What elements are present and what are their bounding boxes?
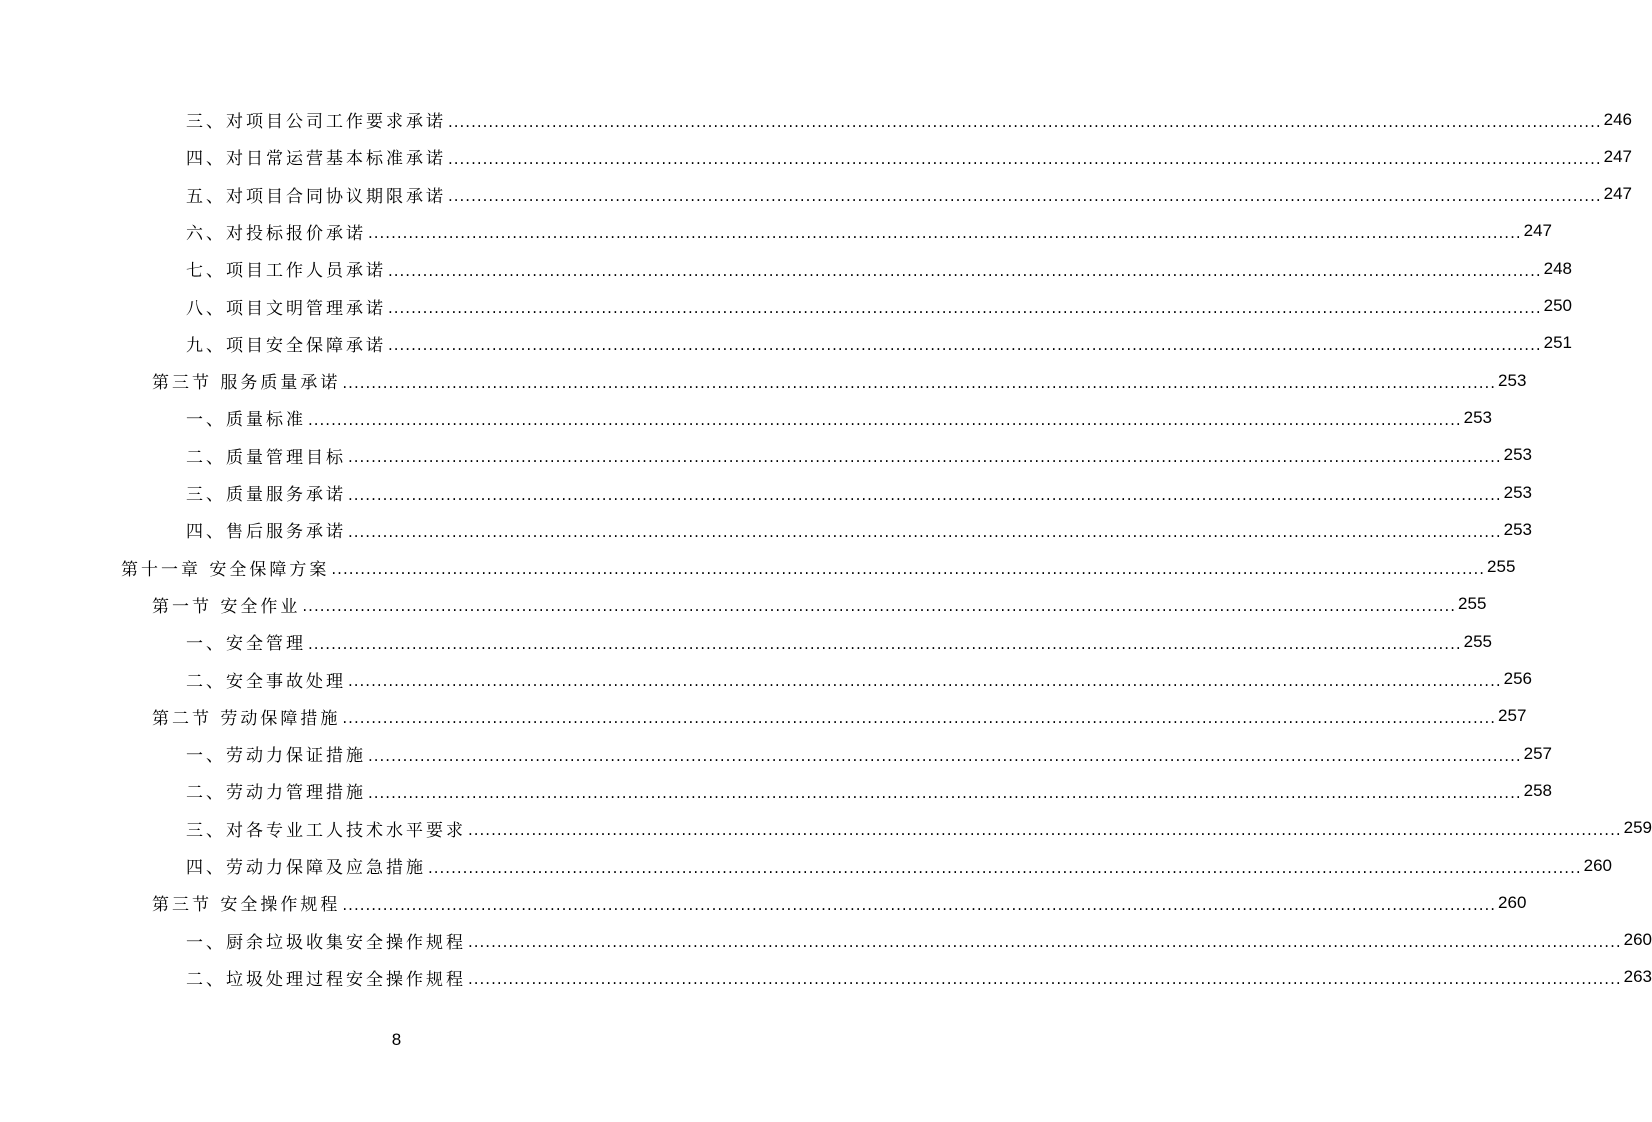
toc-leader-dots: ........................................................................................................................................................................................................ — [331, 560, 1486, 579]
toc-entry[interactable] — [186, 474, 1532, 511]
toc-entry-page: 257 — [1523, 743, 1552, 763]
toc-entry-page: 255 — [1458, 594, 1487, 614]
toc-entry-page: 260 — [1583, 855, 1612, 875]
toc-entry-page: 258 — [1523, 780, 1552, 800]
toc-entry[interactable] — [186, 511, 1532, 548]
toc-entry[interactable] — [152, 586, 1487, 623]
toc-entry-label: 一、厨余垃圾收集安全操作规程 — [186, 932, 466, 953]
toc-entry[interactable] — [186, 623, 1492, 660]
toc-entry[interactable] — [186, 325, 1572, 362]
toc-entry-page: 255 — [1463, 631, 1492, 651]
toc-entry-label: 第十一章 安全保障方案 — [121, 559, 330, 580]
toc-leader-dots: ........................................................................................................................................................................................................ — [342, 709, 1497, 728]
toc-entry-page: 253 — [1503, 482, 1532, 502]
toc-entry-page: 263 — [1623, 967, 1652, 987]
toc-entry-label: 二、垃圾处理过程安全操作规程 — [186, 969, 466, 990]
toc-leader-dots: ........................................................................................................................................................................................................ — [448, 112, 1602, 131]
toc-entry-label: 四、劳动力保障及应急措施 — [186, 858, 426, 878]
toc-entry[interactable] — [186, 288, 1572, 325]
toc-leader-dots: ........................................................................................................................................................................................................ — [388, 336, 1542, 355]
toc-leader-dots: ........................................................................................................................................................................................................ — [388, 299, 1542, 317]
toc-entry-label: 一、劳动力保证措施 — [186, 746, 366, 767]
toc-entry[interactable] — [186, 847, 1612, 884]
toc-entry[interactable] — [186, 735, 1552, 772]
toc-entry[interactable] — [186, 138, 1632, 175]
toc-entry-label: 三、对各专业工人技术水平要求 — [186, 820, 466, 841]
toc-entry[interactable] — [186, 399, 1492, 436]
toc-leader-dots: ........................................................................................................................................................................................................ — [368, 224, 1522, 243]
toc-leader-dots: ........................................................................................................................................................................................................ — [428, 858, 1582, 877]
toc-entry[interactable] — [121, 549, 1516, 586]
toc-entry[interactable] — [186, 661, 1532, 698]
toc-entry-page: 253 — [1503, 445, 1532, 465]
toc-leader-dots: ........................................................................................................................................................................................................ — [468, 821, 1622, 840]
toc-entry-label: 第三节 服务质量承诺 — [152, 373, 341, 394]
toc-entry-page: 255 — [1487, 557, 1516, 577]
toc-leader-dots: ........................................................................................................................................................................................................ — [448, 187, 1602, 206]
toc-entry-label: 八、项目文明管理承诺 — [186, 298, 386, 319]
toc-entry[interactable] — [152, 362, 1527, 399]
toc-leader-dots: ........................................................................................................................................................................................................ — [448, 149, 1602, 168]
page-number: 8 — [391, 1030, 402, 1049]
toc-leader-dots: ........................................................................................................................................................................................................ — [348, 672, 1502, 690]
toc-entry-page: 247 — [1603, 184, 1632, 204]
toc-leader-dots: ........................................................................................................................................................................................................ — [342, 373, 1497, 392]
toc-entry[interactable] — [152, 884, 1527, 921]
toc-entry[interactable] — [186, 213, 1552, 250]
toc-entry[interactable] — [186, 810, 1652, 847]
toc-leader-dots: ........................................................................................................................................................................................................ — [308, 410, 1462, 429]
toc-entry-label: 九、项目安全保障承诺 — [186, 335, 386, 356]
toc-entry-label: 五、对项目合同协议期限承诺 — [186, 186, 446, 207]
toc-entry-page: 259 — [1623, 818, 1652, 838]
toc-leader-dots: ........................................................................................................................................................................................................ — [368, 783, 1522, 802]
toc-entry-label: 第一节 安全作业 — [152, 596, 301, 617]
toc-entry-page: 246 — [1603, 109, 1632, 129]
toc-entry[interactable] — [186, 437, 1532, 474]
toc-entry-page: 250 — [1543, 296, 1572, 315]
toc-entry-page: 253 — [1463, 407, 1492, 427]
toc-entry-page: 260 — [1498, 892, 1527, 912]
toc-entry-label: 三、对项目公司工作要求承诺 — [186, 112, 446, 132]
toc-entry-page: 253 — [1503, 519, 1532, 539]
toc-leader-dots: ........................................................................................................................................................................................................ — [348, 485, 1502, 504]
toc-leader-dots: ........................................................................................................................................................................................................ — [348, 448, 1502, 467]
toc-leader-dots: ........................................................................................................................................................................................................ — [302, 597, 1457, 616]
toc-entry[interactable] — [152, 698, 1527, 735]
toc-entry-page: 247 — [1603, 146, 1632, 166]
toc-entry[interactable] — [186, 101, 1632, 138]
toc-entry-page: 253 — [1498, 370, 1527, 390]
toc-entry-label: 四、售后服务承诺 — [186, 522, 346, 543]
toc-entry-label: 一、安全管理 — [186, 634, 306, 655]
toc-entry-page: 257 — [1498, 706, 1527, 726]
toc-entry-page: 256 — [1503, 669, 1532, 688]
toc-leader-dots: ........................................................................................................................................................................................................ — [468, 933, 1622, 952]
toc-leader-dots: ........................................................................................................................................................................................................ — [308, 634, 1462, 653]
toc-entry-label: 第二节 劳动保障措施 — [152, 708, 341, 729]
toc-entry[interactable] — [186, 772, 1552, 809]
toc-entry[interactable] — [186, 959, 1652, 996]
toc-leader-dots: ........................................................................................................................................................................................................ — [348, 522, 1502, 541]
toc-entry-page: 248 — [1543, 258, 1572, 278]
toc-entry-label: 二、劳动力管理措施 — [186, 783, 366, 804]
toc-entry-page: 247 — [1523, 221, 1552, 241]
toc-entry-label: 六、对投标报价承诺 — [186, 223, 366, 244]
toc-entry-page: 251 — [1543, 333, 1572, 353]
toc-entry[interactable] — [186, 176, 1632, 213]
toc-entry-label: 二、质量管理目标 — [186, 447, 346, 468]
toc-leader-dots: ........................................................................................................................................................................................................ — [388, 261, 1542, 280]
toc-entry-page: 260 — [1623, 930, 1652, 950]
toc-entry-label: 第三节 安全操作规程 — [152, 895, 341, 916]
toc-entry-label: 三、质量服务承诺 — [186, 485, 346, 505]
toc-leader-dots: ........................................................................................................................................................................................................ — [342, 895, 1497, 914]
toc-entry-label: 七、项目工作人员承诺 — [186, 261, 386, 282]
toc-leader-dots: ........................................................................................................................................................................................................ — [468, 970, 1622, 989]
toc-entry-label: 四、对日常运营基本标准承诺 — [186, 149, 446, 170]
toc-entry-label: 二、安全事故处理 — [186, 671, 346, 692]
toc-leader-dots: ........................................................................................................................................................................................................ — [368, 746, 1522, 765]
toc-entry[interactable] — [186, 922, 1652, 959]
toc-entry-label: 一、质量标准 — [186, 410, 306, 431]
toc-entry[interactable] — [186, 250, 1572, 287]
